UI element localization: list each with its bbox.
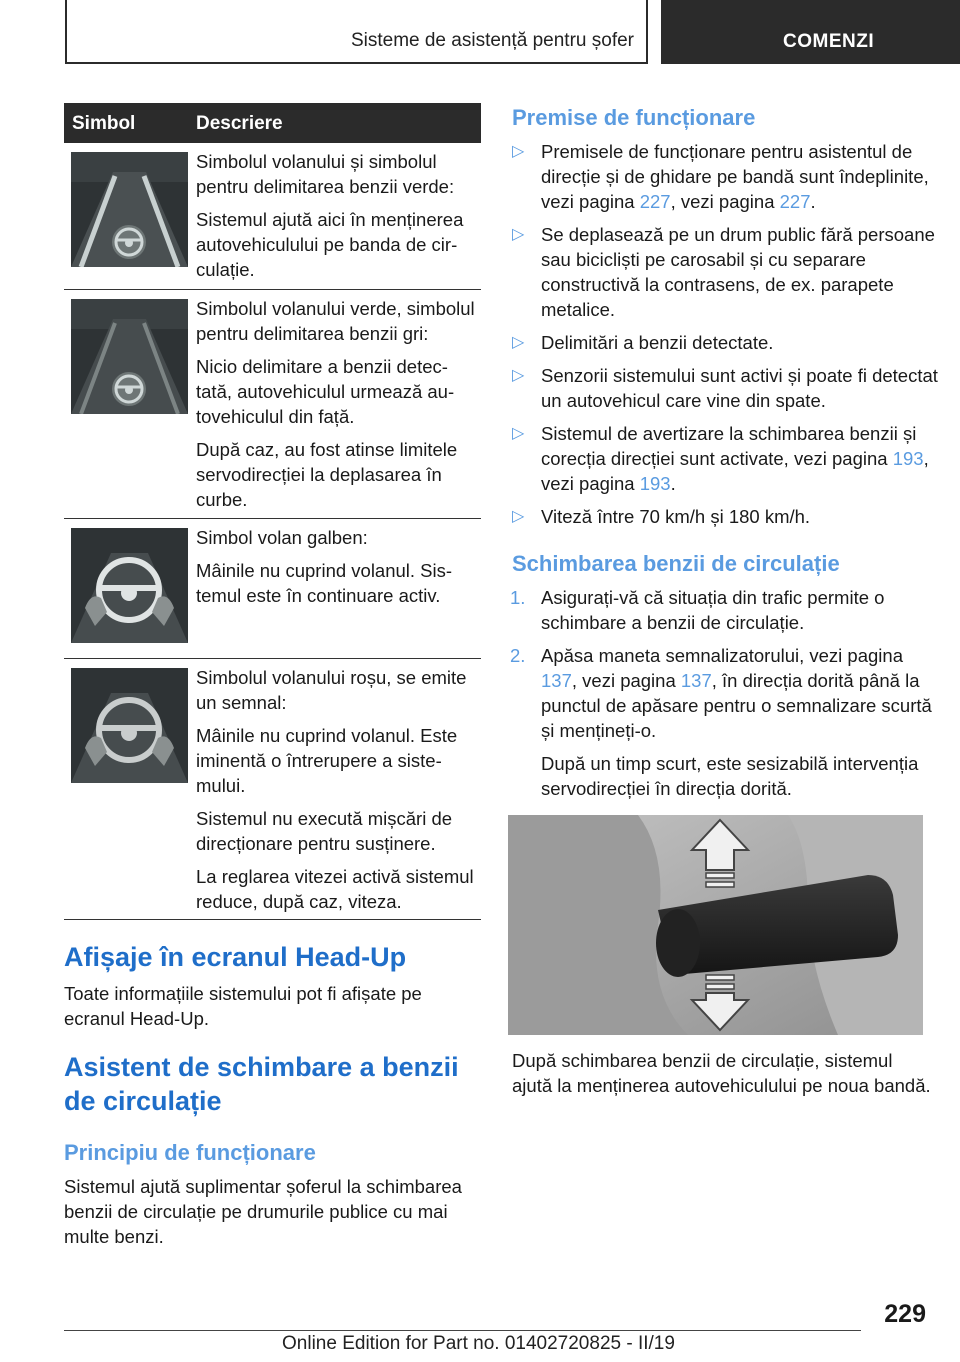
header-section-box: [65, 0, 648, 64]
row-description: Simbol volan galben: Mâinile nu cuprind volanul. Sistemul este în continuare activ.: [196, 527, 453, 606]
lane-change-heading: Asistent de schimbare a benzii de circulație: [64, 1052, 459, 1116]
table-header: [64, 103, 481, 143]
list-item: ▷ Viteză între 70 km/h și 180 km/h.: [512, 506, 811, 527]
edition-text: Online Edition for Part no. 01402720825 - II/19: [282, 1333, 675, 1354]
turn-signal-lever-photo: [508, 815, 923, 1035]
hud-text: Toate informațiile sistemului pot fi afișate pe ecranul Head-Up.: [64, 983, 422, 1029]
table-row: [64, 290, 481, 519]
row-description: Simbolul volanului verde, simbolul pentru delimitarea benzii gri: Nicio delimitare a benzii detectată, autovehiculul urmează autovehiculul din față. După caz, au fost atinse limitele servodirecției la deplasarea în curbe.: [196, 298, 475, 510]
list-item: 2. Apăsa maneta semnalizatorului, vezi pagina 137, vezi pagina 137, în direcția dorită până la punctul de apăsare pentru o semnalizare scurtă și mențineți-o. După un timp scurt, este sesizabilă intervenția servodirecției în direcția dorită.: [510, 645, 932, 799]
table-row: [64, 659, 481, 920]
row-description: Simbolul volanului roșu, se emite un semnal: Mâinile nu cuprind volanul. Este iminentă o întrerupere a sistemului. Sistemul nu execută mișcări de direcționare pentru susținere. La reglarea vitezei activă sistemul reduce, după caz, viteza.: [196, 667, 474, 912]
page-link[interactable]: 193: [639, 473, 671, 494]
page-link[interactable]: 227: [639, 191, 671, 212]
steering-lane-gray-icon: [71, 299, 188, 414]
table-row: [64, 519, 481, 659]
list-item: ▷ Delimitări a benzii detectate.: [512, 332, 774, 353]
list-item: ▷ Sistemul de avertizare la schimbarea benzii și corecția direcției sunt activate, vezi pagina 193, vezi pagina 193.: [512, 423, 929, 494]
principle-heading: Principiu de funcționare: [64, 1140, 316, 1165]
tab-label: COMENZI: [783, 31, 875, 52]
page-number: 229: [884, 1300, 926, 1328]
symbol-table: [64, 103, 481, 920]
page-link[interactable]: 193: [892, 448, 924, 469]
changing-heading: Schimbarea benzii de circulație: [512, 551, 840, 576]
prerequisites-heading: Premise de funcționare: [512, 105, 756, 130]
page-link[interactable]: 137: [541, 670, 572, 691]
page-link[interactable]: 227: [779, 191, 811, 212]
steering-lane-green-icon: [71, 152, 188, 267]
row-description: Simbolul volanului și simbolul pentru delimitarea benzii verde: Sistemul ajută aici în menținerea autovehiculului pe banda de circulație.: [196, 151, 464, 280]
prerequisites-list: [510, 139, 940, 537]
triangle-bullet-icon: ▷: [512, 508, 525, 525]
steps-list: [510, 585, 940, 809]
triangle-bullet-icon: ▷: [512, 334, 525, 351]
section-title: Sisteme de asistență pentru șofer: [350, 30, 634, 51]
principle-text: Sistemul ajută suplimentar șoferul la schimbarea benzii de circulație pe drumurile publice cu mai multe benzi.: [64, 1176, 462, 1247]
col-description: Descriere: [196, 113, 283, 134]
triangle-bullet-icon: ▷: [512, 367, 525, 384]
hud-heading: Afișaje în ecranul Head-Up: [64, 942, 407, 972]
steering-hands-red-icon: [71, 668, 188, 783]
triangle-bullet-icon: ▷: [512, 143, 525, 160]
list-item: 1. Asigurați-vă că situația din trafic permite o schimbare a benzii de circulație.: [510, 587, 885, 633]
steering-hands-yellow-icon: [71, 528, 188, 643]
page-link[interactable]: 137: [680, 670, 712, 691]
header-tab[interactable]: [661, 0, 960, 64]
after-change-text: După schimbarea benzii de circulație, sistemul ajută la menținerea autovehiculului pe noua bandă.: [512, 1050, 931, 1096]
table-row: [64, 143, 481, 290]
triangle-bullet-icon: ▷: [512, 425, 525, 442]
col-symbol: Simbol: [72, 113, 136, 134]
footer-divider: [64, 1330, 861, 1331]
list-item: ▷ Premisele de funcționare pentru asistentul de direcție și de ghidare pe bandă sunt îndeplinite, vezi pagina 227, vezi pagina 227.: [512, 141, 929, 212]
triangle-bullet-icon: ▷: [512, 226, 525, 243]
list-item: ▷ Senzorii sistemului sunt activi și poate fi detectat un autovehicul care vine din spate.: [512, 365, 938, 411]
list-item: ▷ Se deplasează pe un drum public fără persoane sau bicicliști pe carosabil și cu separare constructivă la contrasens, de ex. parapete metalice.: [512, 224, 935, 320]
